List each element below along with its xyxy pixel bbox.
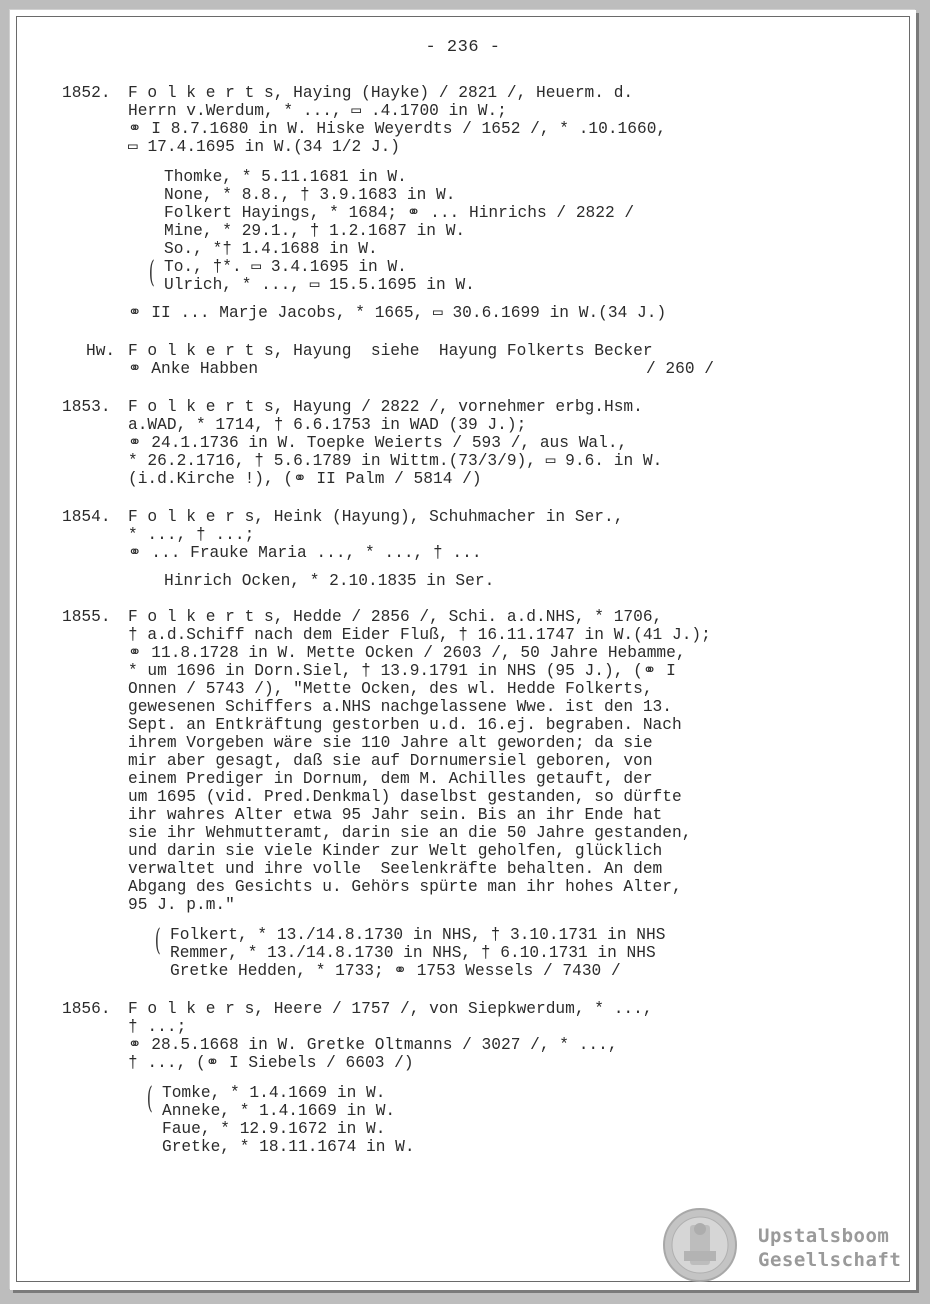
entry-number: 1854. (62, 508, 111, 526)
entry-line: und darin sie viele Kinder zur Welt geholfen, glücklich (128, 842, 663, 860)
child-line: Tomke, * 1.4.1669 in W. (162, 1084, 386, 1102)
upstalsboom-seal-icon (662, 1207, 738, 1283)
twin-brace: ( (148, 255, 155, 290)
entry-line: F o l k e r t s, Hayung siehe Hayung Folkerts Becker (128, 342, 653, 360)
entry-line: a.WAD, * 1714, † 6.6.1753 in WAD (39 J.); (128, 416, 527, 434)
entry-line: ⚭ II ... Marje Jacobs, * 1665, ▭ 30.6.1699 in W.(34 J.) (128, 304, 667, 322)
document-page (10, 10, 916, 1290)
entry-number: 1853. (62, 398, 111, 416)
child-line: Ulrich, * ..., ▭ 15.5.1695 in W. (164, 276, 475, 294)
child-line: So., *† 1.4.1688 in W. (164, 240, 378, 258)
entry-line: ihr wahres Alter etwa 95 Jahr sein. Bis an ihr Ende hat (128, 806, 663, 824)
child-line: Folkert Hayings, * 1684; ⚭ ... Hinrichs / 2822 / (164, 204, 635, 222)
entry-line: gewesenen Schiffers a.NHS nachgelassene Wwe. ist den 13. (128, 698, 672, 716)
entry-line: mir aber gesagt, daß sie auf Dornumersiel geboren, von (128, 752, 653, 770)
entry-line: † a.d.Schiff nach dem Eider Fluß, † 16.11.1747 in W.(41 J.); (128, 626, 711, 644)
child-line: Mine, * 29.1., † 1.2.1687 in W. (164, 222, 466, 240)
reference-number: / 260 / (646, 360, 714, 378)
logo-line-2: Gesellschaft (758, 1249, 902, 1271)
child-line: Faue, * 12.9.1672 in W. (162, 1120, 386, 1138)
child-line: Anneke, * 1.4.1669 in W. (162, 1102, 396, 1120)
child-line: Remmer, * 13./14.8.1730 in NHS, † 6.10.1731 in NHS (170, 944, 656, 962)
entry-line: * 26.2.1716, † 5.6.1789 in Wittm.(73/3/9), ▭ 9.6. in W. (128, 452, 663, 470)
child-line: To., †*. ▭ 3.4.1695 in W. (164, 258, 407, 276)
entry-line: Abgang des Gesichts u. Gehörs spürte man ihr hohes Alter, (128, 878, 682, 896)
child-line: Gretke Hedden, * 1733; ⚭ 1753 Wessels / 7430 / (170, 962, 621, 980)
entry-line: einem Prediger in Dornum, dem M. Achilles getauft, der (128, 770, 653, 788)
entry-line: * um 1696 in Dorn.Siel, † 13.9.1791 in NHS (95 J.), (⚭ I (128, 662, 676, 680)
entry-line: Onnen / 5743 /), "Mette Ocken, des wl. Hedde Folkerts, (128, 680, 653, 698)
entry-number: 1856. (62, 1000, 111, 1018)
entry-line: ⚭ 11.8.1728 in W. Mette Ocken / 2603 /, 50 Jahre Hebamme, (128, 644, 686, 662)
entry-line: † ..., (⚭ I Siebels / 6603 /) (128, 1054, 414, 1072)
entry-line: F o l k e r t s, Haying (Hayke) / 2821 /, Heuerm. d. (128, 84, 634, 102)
entry-line: ⚭ ... Frauke Maria ..., * ..., † ... (128, 544, 482, 562)
entry-line: F o l k e r s, Heink (Hayung), Schuhmacher in Ser., (128, 508, 624, 526)
logo-line-1: Upstalsboom (758, 1225, 890, 1247)
child-line: Thomke, * 5.11.1681 in W. (164, 168, 407, 186)
entry-line: † ...; (128, 1018, 187, 1036)
entry-line: ▭ 17.4.1695 in W.(34 1/2 J.) (128, 138, 401, 156)
entry-line: um 1695 (vid. Pred.Denkmal) daselbst gestanden, so dürfte (128, 788, 682, 806)
entry-line: F o l k e r t s, Hedde / 2856 /, Schi. a.d.NHS, * 1706, (128, 608, 663, 626)
entry-line: 95 J. p.m." (128, 896, 235, 914)
entry-line: ⚭ 24.1.1736 in W. Toepke Weierts / 593 /, aus Wal., (128, 434, 628, 452)
page-number: - 236 - (425, 38, 501, 57)
child-line: None, * 8.8., † 3.9.1683 in W. (164, 186, 456, 204)
entry-line: Sept. an Entkräftung gestorben u.d. 16.ej. begraben. Nach (128, 716, 682, 734)
entry-number: 1855. (62, 608, 111, 626)
entry-line: F o l k e r s, Heere / 1757 /, von Siepkwerdum, * ..., (128, 1000, 653, 1018)
entry-line: ihrem Vorgeben wäre sie 110 Jahre alt geworden; da sie (128, 734, 653, 752)
entry-line: F o l k e r t s, Hayung / 2822 /, vornehmer erbg.Hsm. (128, 398, 643, 416)
entry-line: ⚭ Anke Habben (128, 360, 259, 378)
entry-line: verwaltet und ihre volle Seelenkräfte behalten. An dem (128, 860, 663, 878)
entry-number: 1852. (62, 84, 111, 102)
entry-line: Herrn v.Werdum, * ..., ▭ .4.1700 in W.; (128, 102, 507, 120)
entry-line: ⚭ 28.5.1668 in W. Gretke Oltmanns / 3027 /, * ..., (128, 1036, 618, 1054)
entry-line: ⚭ I 8.7.1680 in W. Hiske Weyerdts / 1652 /, * .10.1660, (128, 120, 667, 138)
twin-brace: ( (146, 1081, 153, 1116)
entry-number: Hw. (86, 342, 116, 360)
child-line: Folkert, * 13./14.8.1730 in NHS, † 3.10.1731 in NHS (170, 926, 666, 944)
child-line: Gretke, * 18.11.1674 in W. (162, 1138, 415, 1156)
society-logo-text (758, 1224, 901, 1272)
child-line: Hinrich Ocken, * 2.10.1835 in Ser. (164, 572, 495, 590)
entry-line: * ..., † ...; (128, 526, 255, 544)
entry-line: sie ihr Wehmutteramt, darin sie an die 50 Jahre gestanden, (128, 824, 692, 842)
twin-brace: ( (154, 923, 161, 958)
entry-line: (i.d.Kirche !), (⚭ II Palm / 5814 /) (128, 470, 482, 488)
